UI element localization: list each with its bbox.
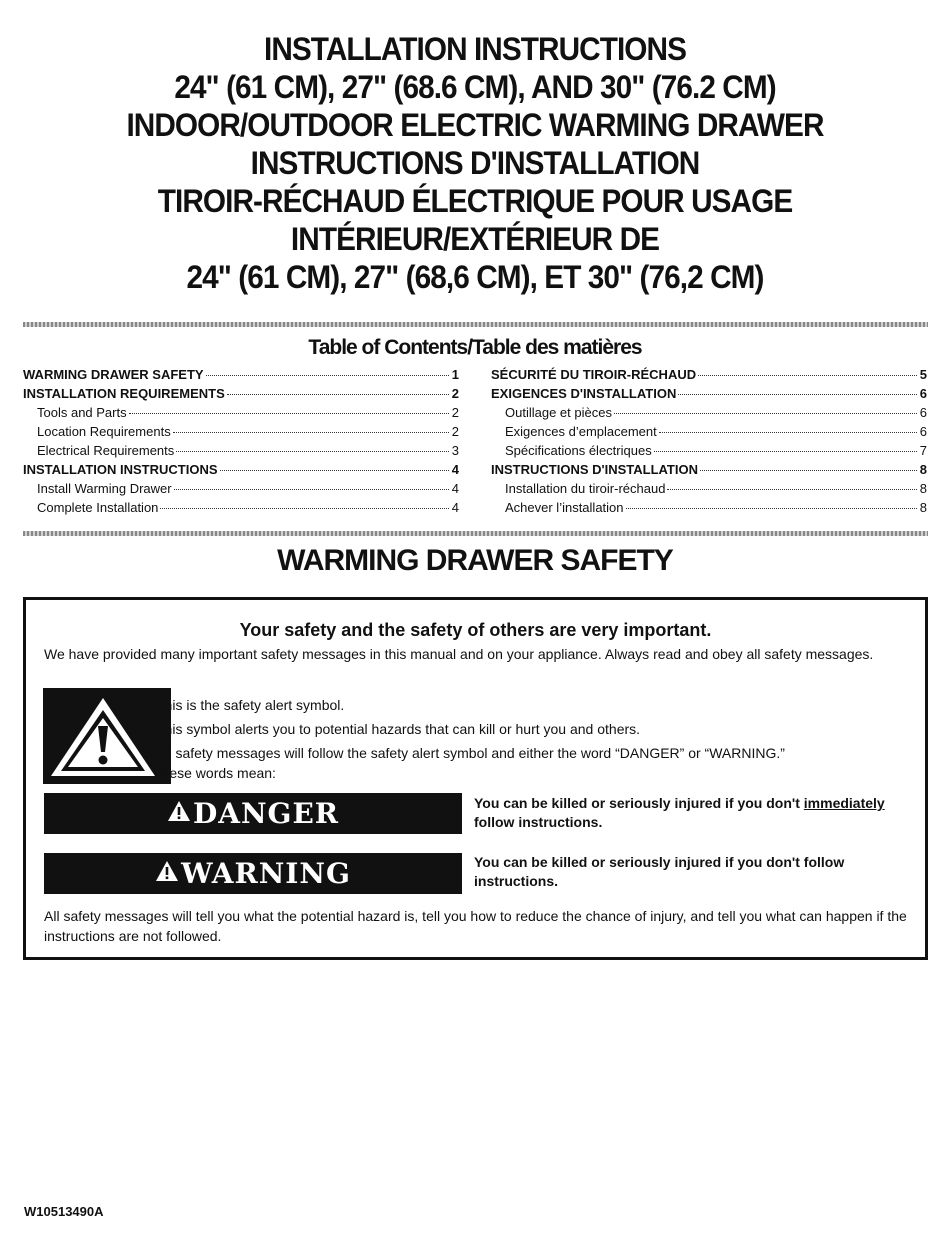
divider <box>23 322 928 327</box>
toc-entry[interactable] <box>491 422 927 441</box>
toc-entry[interactable] <box>23 365 459 384</box>
title-line: 24" (61 CM), 27" (68,6 CM), ET 30" (76,2 CM) <box>186 259 764 295</box>
toc-entry-label: Electrical Requirements <box>37 443 175 458</box>
toc-entry-label: INSTRUCTIONS D'INSTALLATION <box>491 462 698 477</box>
toc-leader <box>206 375 449 376</box>
danger-description <box>474 794 919 832</box>
danger-word: DANGER <box>192 797 340 830</box>
toc-entry[interactable] <box>23 403 459 422</box>
warning-description: You can be killed or seriously injured if you don't follow instructions. <box>474 854 845 889</box>
toc-entry-label: Install Warming Drawer <box>37 481 172 496</box>
toc-entry-label: INSTALLATION REQUIREMENTS <box>23 386 225 401</box>
toc-entry-page: 8 <box>919 462 927 477</box>
alert-line: This symbol alerts you to potential hazards that can kill or hurt you and others. <box>156 721 641 737</box>
warning-triangle-exclamation-icon <box>43 688 171 784</box>
toc-entry[interactable] <box>491 460 927 479</box>
toc-entry-page: 7 <box>919 443 927 458</box>
toc-entry[interactable] <box>491 498 927 517</box>
toc-leader <box>654 451 917 452</box>
toc-title: Table of Contents/Table des matières <box>308 336 642 359</box>
toc-entry[interactable] <box>23 422 459 441</box>
toc-entry-label: Spécifications électriques <box>505 443 652 458</box>
toc-entry-page: 6 <box>919 424 927 439</box>
toc-entry-page: 4 <box>451 481 459 496</box>
danger-text-emphasis: immediately <box>803 795 885 811</box>
toc-leader <box>220 470 449 471</box>
title-block <box>0 30 950 296</box>
toc-entry-label: WARMING DRAWER SAFETY <box>23 367 204 382</box>
toc-leader <box>678 394 917 395</box>
toc-entry[interactable] <box>23 498 459 517</box>
toc-column-english <box>23 365 459 517</box>
toc-leader <box>227 394 449 395</box>
alert-explanation <box>153 695 916 783</box>
toc-leader <box>129 413 449 414</box>
toc-entry[interactable] <box>491 365 927 384</box>
toc-leader <box>174 489 449 490</box>
safety-box-heading: Your safety and the safety of others are very important. <box>239 620 712 640</box>
toc-entry[interactable] <box>491 384 927 403</box>
toc-entry-label: Complete Installation <box>37 500 159 515</box>
title-line: INSTRUCTIONS D'INSTALLATION <box>250 145 700 181</box>
section-heading: WARMING DRAWER SAFETY <box>277 544 673 577</box>
toc-entry-label: Installation du tiroir-réchaud <box>505 481 666 496</box>
toc-entry[interactable] <box>23 460 459 479</box>
toc-leader <box>700 470 917 471</box>
toc-entry-label: Exigences d’emplacement <box>505 424 657 439</box>
toc-leader <box>659 432 917 433</box>
toc-entry-page: 4 <box>451 500 459 515</box>
danger-signal-label <box>44 793 462 834</box>
toc-entry-page: 2 <box>451 405 459 420</box>
toc-leader <box>667 489 917 490</box>
warning-signal-label <box>44 853 462 894</box>
toc-entry-page: 4 <box>451 462 459 477</box>
title-line: INTÉRIEUR/EXTÉRIEUR DE <box>290 221 660 257</box>
safety-intro: We have provided many important safety messages in this manual and on your appliance. Always read and obey all safety messages. <box>44 646 874 662</box>
toc-column-french <box>491 365 927 517</box>
toc-entry-label: Outillage et pièces <box>505 405 612 420</box>
toc-leader <box>160 508 449 509</box>
alert-line: This is the safety alert symbol. <box>156 697 345 713</box>
divider <box>23 531 928 536</box>
toc-entry-label: INSTALLATION INSTRUCTIONS <box>23 462 218 477</box>
danger-text-end: follow instructions. <box>474 814 603 830</box>
toc-entry[interactable] <box>23 479 459 498</box>
toc-entry-label: SÉCURITÉ DU TIROIR-RÉCHAUD <box>491 367 697 382</box>
title-line: 24" (61 CM), 27" (68.6 CM), AND 30" (76.2 CM) <box>174 69 776 105</box>
toc-entry[interactable] <box>491 403 927 422</box>
toc-entry-label: EXIGENCES D'INSTALLATION <box>491 386 677 401</box>
toc-entry-page: 2 <box>451 424 459 439</box>
toc-entry[interactable] <box>491 479 927 498</box>
toc-entry-page: 1 <box>451 367 459 382</box>
safety-closing-text: All safety messages will tell you what the potential hazard is, tell you how to reduce the chance of injury, and tell you what can happen if the instructions are not followed. <box>44 908 907 944</box>
toc-leader <box>173 432 449 433</box>
toc-entry-page: 6 <box>919 405 927 420</box>
toc-entry[interactable] <box>491 441 927 460</box>
title-line: TIROIR-RÉCHAUD ÉLECTRIQUE POUR USAGE <box>157 183 793 219</box>
toc-entry-page: 8 <box>919 500 927 515</box>
toc-leader <box>626 508 917 509</box>
toc-entry-label: Tools and Parts <box>37 405 127 420</box>
safety-box <box>23 597 928 960</box>
toc-entry-label: Achever l’installation <box>505 500 624 515</box>
alert-line: All safety messages will follow the safety alert symbol and either the word “DANGER” or “WARNING.” <box>156 745 785 761</box>
warning-word: WARNING <box>181 857 351 890</box>
title-line: INSTALLATION INSTRUCTIONS <box>263 31 687 67</box>
title-line: INDOOR/OUTDOOR ELECTRIC WARMING DRAWER <box>126 107 824 143</box>
toc-entry-page: 5 <box>919 367 927 382</box>
toc-entry-page: 2 <box>451 386 459 401</box>
toc-entry-label: Location Requirements <box>37 424 171 439</box>
toc-entry-page: 8 <box>919 481 927 496</box>
toc-entry[interactable] <box>23 384 459 403</box>
document-number: W10513490A <box>24 1204 104 1219</box>
toc-leader <box>176 451 449 452</box>
danger-text-start: You can be killed or seriously injured if you don't <box>474 795 804 811</box>
toc-entry-page: 6 <box>919 386 927 401</box>
alert-line: These words mean: <box>153 765 276 781</box>
alert-triangle-icon <box>155 852 179 893</box>
toc-entry[interactable] <box>23 441 459 460</box>
toc-leader <box>698 375 917 376</box>
toc-entry-page: 3 <box>451 443 459 458</box>
alert-triangle-icon <box>167 792 191 833</box>
toc-leader <box>614 413 917 414</box>
